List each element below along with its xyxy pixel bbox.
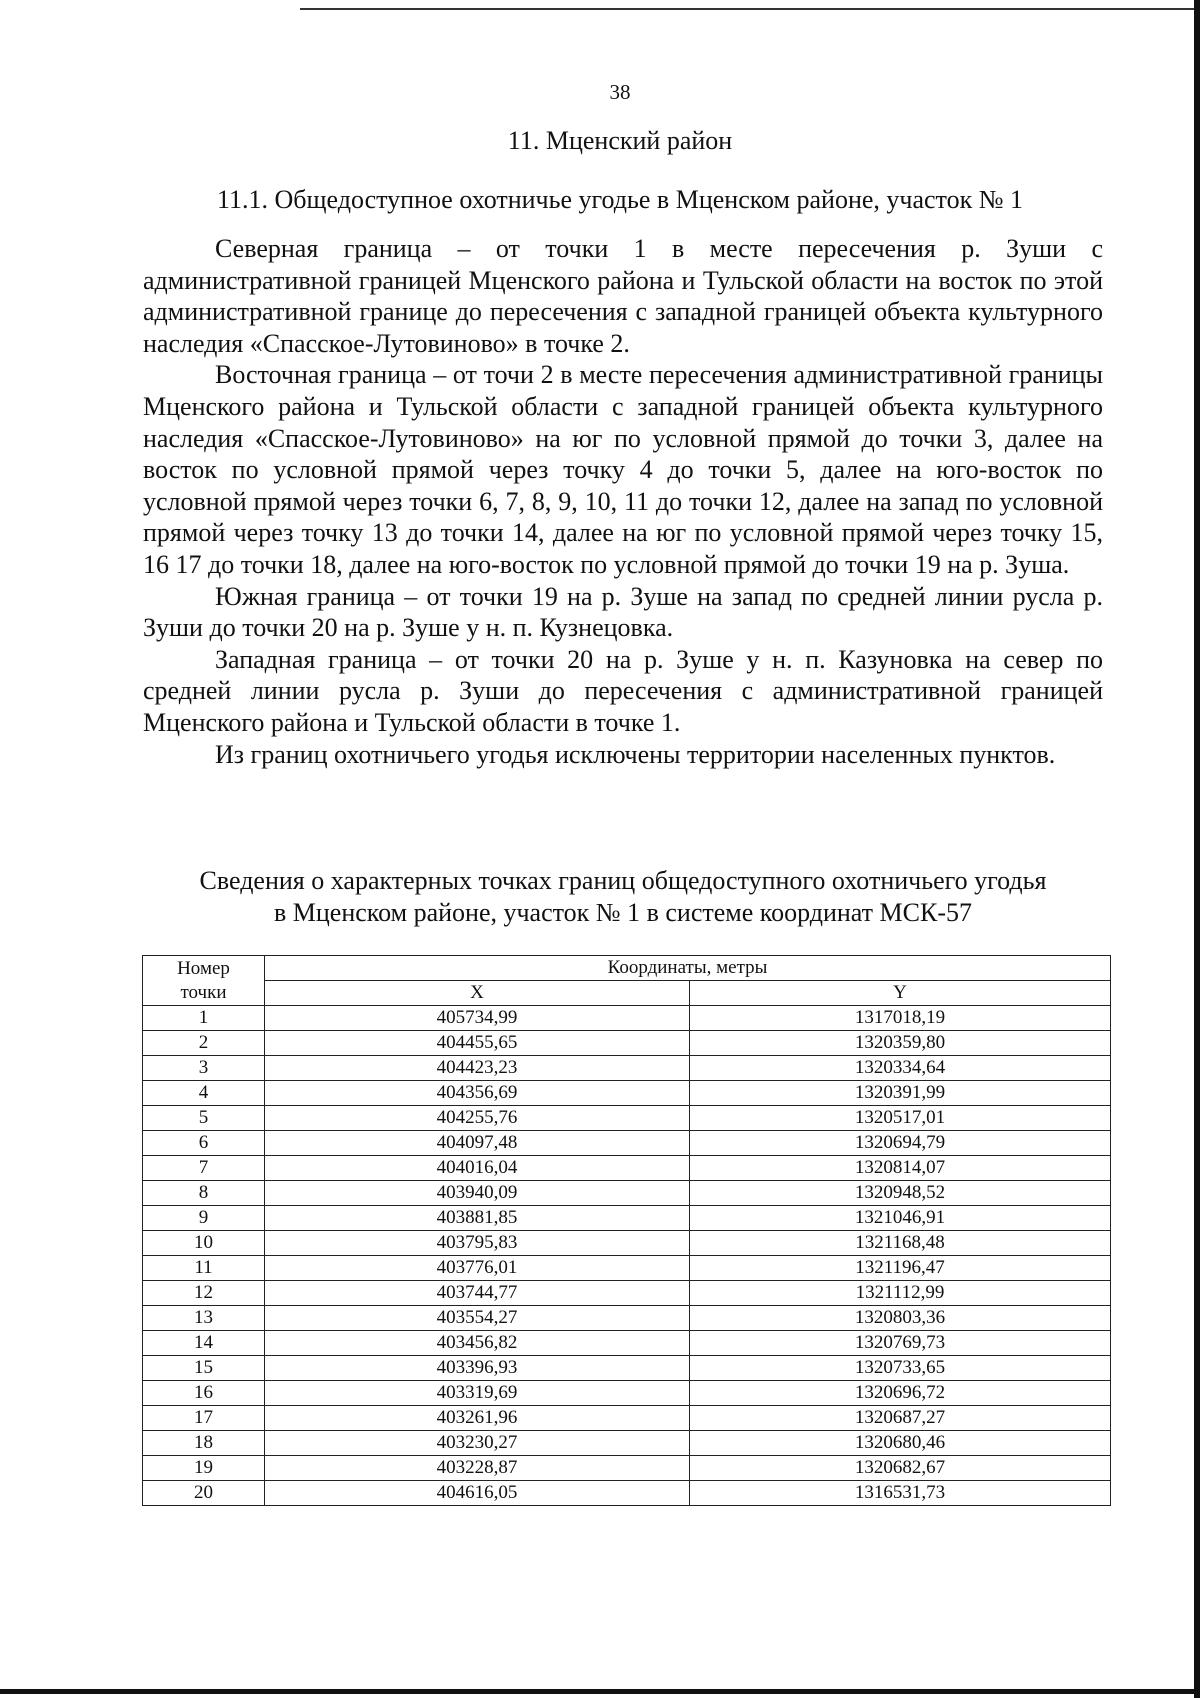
point-number-cell: 11 [143,1256,265,1281]
x-coordinate-cell: 403230,27 [265,1431,690,1456]
table-caption [143,865,1103,929]
y-column-header: Y [690,981,1111,1006]
x-coordinate-cell: 403396,93 [265,1356,690,1381]
x-coordinate-cell: 403795,83 [265,1231,690,1256]
table-caption-line: в Мценском районе, участок № 1 в системе координат МСК-57 [274,898,972,927]
south-boundary-paragraph: Южная граница – от точки 19 на р. Зуше на запад по средней линии русла р. Зуши до точки 20 на р. Зуше у н. п. Кузнецовка. [143,581,1103,643]
x-coordinate-cell: 404423,23 [265,1056,690,1081]
x-coordinate-cell: 405734,99 [265,1006,690,1031]
point-number-header-line: Номер [177,957,230,979]
point-number-cell: 20 [143,1481,265,1506]
table-row [143,1031,1111,1056]
y-coordinate-cell: 1320733,65 [690,1356,1111,1381]
scan-right-edge [1194,0,1200,1698]
y-coordinate-cell: 1321168,48 [690,1231,1111,1256]
point-number-header-line: точки [180,981,227,1003]
x-coordinate-cell: 403776,01 [265,1256,690,1281]
table-row [143,1206,1111,1231]
x-coordinate-cell: 404616,05 [265,1481,690,1506]
y-coordinate-cell: 1320682,67 [690,1456,1111,1481]
point-number-cell: 8 [143,1181,265,1206]
point-number-cell: 7 [143,1156,265,1181]
west-boundary-paragraph: Западная граница – от точки 20 на р. Зуше у н. п. Казуновка на север по средней линии русла р. Зуши до пересечения с административной границей Мценского района и Тульской области в точке 1. [143,644,1103,737]
point-number-cell: 17 [143,1406,265,1431]
section-title: 11. Мценский район [507,126,733,155]
table-row [143,1006,1111,1031]
x-coordinate-cell: 403228,87 [265,1456,690,1481]
y-coordinate-cell: 1320769,73 [690,1331,1111,1356]
y-coordinate-cell: 1320803,36 [690,1306,1111,1331]
table-row [143,1431,1111,1456]
point-number-cell: 19 [143,1456,265,1481]
scan-bottom-rule [0,1689,1200,1694]
coordinates-header: Координаты, метры [265,956,1111,981]
table-row [143,1356,1111,1381]
y-coordinate-cell: 1316531,73 [690,1481,1111,1506]
point-number-cell: 4 [143,1081,265,1106]
point-number-cell: 14 [143,1331,265,1356]
x-coordinate-cell: 404356,69 [265,1081,690,1106]
table-row [143,1331,1111,1356]
table-row [143,1156,1111,1181]
table-row [143,1281,1111,1306]
x-column-header: X [265,981,690,1006]
x-coordinate-cell: 403319,69 [265,1381,690,1406]
table-row [143,1256,1111,1281]
x-coordinate-cell: 404455,65 [265,1031,690,1056]
y-coordinate-cell: 1320694,79 [690,1131,1111,1156]
point-number-cell: 3 [143,1056,265,1081]
point-number-cell: 2 [143,1031,265,1056]
point-number-cell: 1 [143,1006,265,1031]
y-coordinate-cell: 1320391,99 [690,1081,1111,1106]
x-coordinate-cell: 403744,77 [265,1281,690,1306]
table-row [143,1456,1111,1481]
point-number-cell: 16 [143,1381,265,1406]
exclusions-paragraph: Из границ охотничьего угодья исключены территории населенных пунктов. [215,739,1056,769]
table-row [143,1306,1111,1331]
x-coordinate-cell: 404016,04 [265,1156,690,1181]
x-coordinate-cell: 403456,82 [265,1331,690,1356]
table-row [143,1056,1111,1081]
boundary-description [143,233,1103,770]
y-coordinate-cell: 1320334,64 [690,1056,1111,1081]
y-coordinate-cell: 1321112,99 [690,1281,1111,1306]
y-coordinate-cell: 1320814,07 [690,1156,1111,1181]
y-coordinate-cell: 1317018,19 [690,1006,1111,1031]
table-row [143,1406,1111,1431]
x-coordinate-cell: 403261,96 [265,1406,690,1431]
table-row [143,1181,1111,1206]
point-number-header [143,956,265,1006]
table-row [143,1481,1111,1506]
point-number-cell: 5 [143,1106,265,1131]
point-number-cell: 13 [143,1306,265,1331]
table-row [143,1231,1111,1256]
coordinates-table-body [143,1006,1111,1506]
east-boundary-paragraph: Восточная граница – от точи 2 в месте пересечения административной границы Мценского района и Тульской области с западной границей объекта культурного наследия «Спасское-Лутовиново» на юг по условной прямой до точки 3, далее на восток по условной прямой через точку 4 до точки 5, далее на юго-восток по условной прямой через точки 6, 7, 8, 9, 10, 11 до точки 12, далее на запад по условной прямой через точку 13 до точки 14, далее на юг по условной прямой через точку 15, 16 17 до точки 18, далее на юго-восток по условной прямой до точки 19 на р. Зуша. [143,360,1103,579]
page-number: 38 [609,80,631,104]
north-boundary-paragraph: Северная граница – от точки 1 в месте пересечения р. Зуши с административной границей Мценского района и Тульской области на восток по этой административной границе до пересечения с западной границей объекта культурного наследия «Спасское-Лутовиново» в точке 2. [143,234,1103,358]
table-row [143,1381,1111,1406]
y-coordinate-cell: 1320680,46 [690,1431,1111,1456]
point-number-cell: 12 [143,1281,265,1306]
x-coordinate-cell: 404255,76 [265,1106,690,1131]
table-caption-line: Сведения о характерных точках границ общедоступного охотничьего угодья [199,866,1047,895]
y-coordinate-cell: 1320359,80 [690,1031,1111,1056]
scan-top-rule [300,8,1200,10]
point-number-cell: 18 [143,1431,265,1456]
point-number-cell: 15 [143,1356,265,1381]
table-row [143,1131,1111,1156]
point-number-cell: 9 [143,1206,265,1231]
x-coordinate-cell: 403881,85 [265,1206,690,1231]
x-coordinate-cell: 403554,27 [265,1306,690,1331]
y-coordinate-cell: 1320687,27 [690,1406,1111,1431]
x-coordinate-cell: 404097,48 [265,1131,690,1156]
coordinates-table [142,955,1111,1506]
point-number-cell: 10 [143,1231,265,1256]
subsection-title: 11.1. Общедоступное охотничье угодье в Мценском районе, участок № 1 [216,185,1024,214]
y-coordinate-cell: 1320696,72 [690,1381,1111,1406]
x-coordinate-cell: 403940,09 [265,1181,690,1206]
point-number-cell: 6 [143,1131,265,1156]
y-coordinate-cell: 1321046,91 [690,1206,1111,1231]
y-coordinate-cell: 1320948,52 [690,1181,1111,1206]
table-row [143,1081,1111,1106]
y-coordinate-cell: 1321196,47 [690,1256,1111,1281]
table-row [143,1106,1111,1131]
y-coordinate-cell: 1320517,01 [690,1106,1111,1131]
